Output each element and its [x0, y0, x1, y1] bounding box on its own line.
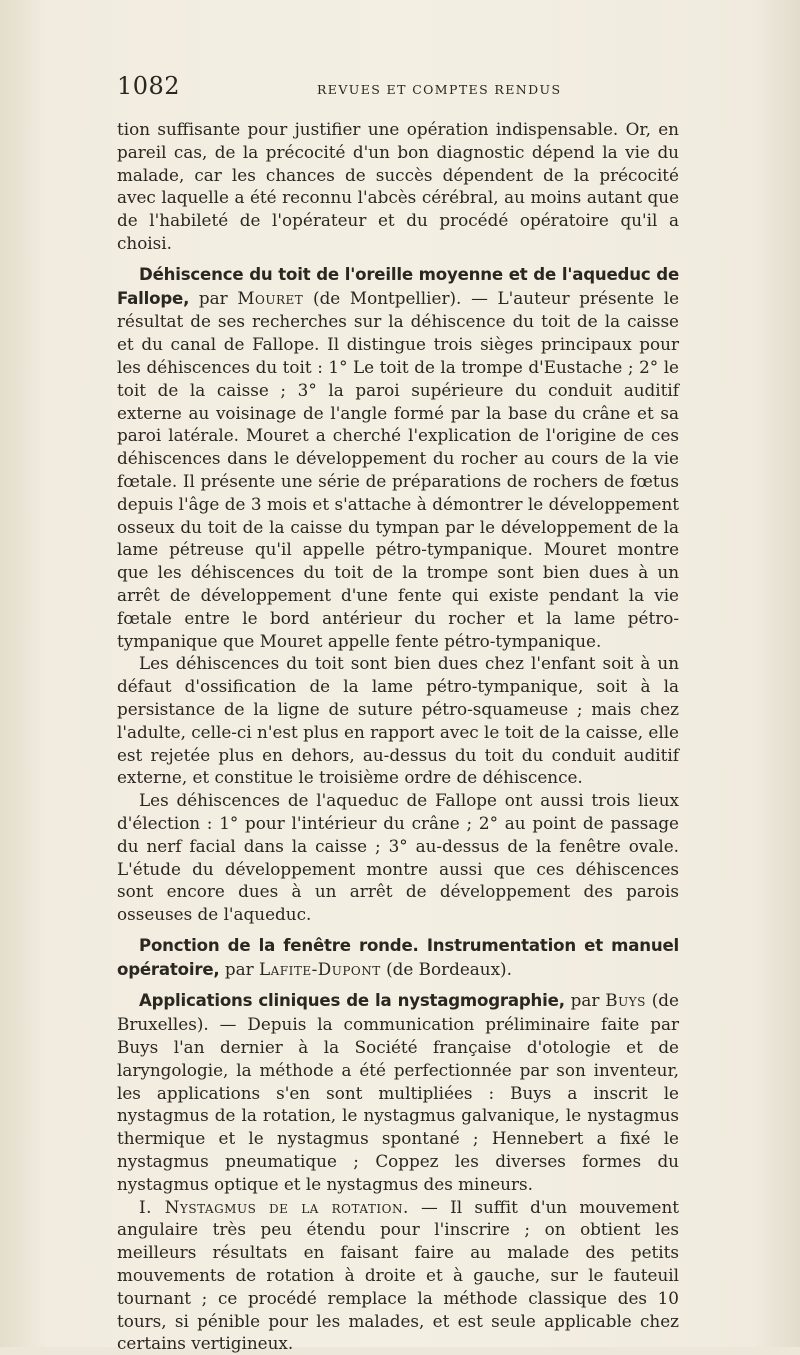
- section-body: — L'auteur présente le résultat de ses recherches sur la déhiscence du toit de la caisse et du canal de Fallope. Il distingue trois sièges principaux pour les déhiscences du toit : 1° Le toit de la trompe d'Eustache ; 2° le toit de la caisse ; 3° la paroi supérieure du conduit auditif externe au voisinage de l'angle formé par la base du crâne et sa paroi latérale. Mouret a cherché l'explication de l'origine de ces déhiscences dans le développement du rocher au cours de la vie fœtale. Il présente une série de préparations de rochers de fœtus depuis l'âge de 3 mois et s'attache à démontrer le développement osseux du toit de la caisse du tympan par le développement de la lame pétreuse qu'il appelle pétro-tympanique. Mouret montre que les déhiscences du toit de la trompe sont bien dues à un arrêt de développement d'une fente qui existe pendant la vie fœtale entre le bord antérieur du rocher et la lame pétro-tympanique que Mouret appelle fente pétro-tympanique.: [117, 287, 680, 651]
- subsection-label: I. Nystagmus de la rotation.: [139, 1196, 409, 1217]
- subsection-rotation: [117, 1196, 679, 1355]
- section-dehiscence: [117, 263, 679, 653]
- by-word: par: [570, 990, 600, 1011]
- paragraph: Les déhiscences de l'aqueduc de Fallope ont aussi trois lieux d'élection : 1° pour l'intérieur du crâne ; 2° au point de passage du nerf facial dans la caisse ; 3° au-dessus de la fenêtre ovale. L'étude du développement montre aussi que ces déhiscences sont encore dues à un arrêt de développement des parois osseuses de l'aqueduc.: [117, 790, 679, 925]
- paragraph-continuation: tion suffisante pour justifier une opération indispensable. Or, en pareil cas, de la précocité d'un bon diagnostic dépend la vie du malade, car les chances de succès dépendent de la précocité avec laquelle a été reconnu l'abcès cérébral, au moins autant que de l'habileté de l'opérateur et du procédé opératoire qu'il a choisi.: [117, 119, 679, 253]
- author-name: Lafite-Dupont: [258, 958, 381, 979]
- running-title: REVUES ET COMPTES RENDUS: [317, 82, 562, 97]
- section-title: Déhiscence du toit de l'oreille moyenne et de l'aqueduc de Fallope,: [117, 264, 679, 308]
- page-number: 1082: [117, 72, 181, 100]
- section-body: — Depuis la communication préliminaire faite par Buys l'an dernier à la Société française d'otologie et de laryngologie, la méthode a été perfectionnée par son inventeur, les applications s'en sont multipliées : Buys a inscrit le nystagmus de la rotation, le nystagmus galvanique, le nystagmus thermique et le nystagmus spontané ; Hennebert a fixé le nystagmus pneumatique ; Coppez les diverses formes du nystagmus optique et le nystagmus des mineurs.: [117, 1014, 679, 1194]
- body-text: [117, 118, 679, 1355]
- author-name: Buys: [605, 990, 646, 1011]
- author-affiliation: (de Bordeaux).: [386, 958, 512, 979]
- author-name: Mouret: [237, 287, 304, 308]
- page-header: [117, 72, 679, 106]
- section-title: Applications cliniques de la nystagmographie,: [139, 991, 565, 1011]
- author-affiliation: (de Montpellier).: [313, 287, 462, 308]
- paragraph: Les déhiscences du toit sont bien dues chez l'enfant soit à un défaut d'ossification de la lame pétro-tympanique, soit à la persistance de la ligne de suture pétro-squameuse ; mais chez l'adulte, celle-ci n'est plus en rapport avec le toit de la caisse, elle est rejetée plus en dehors, au-dessus du toit du conduit auditif externe, et constitue le troisième ordre de déhiscence.: [117, 653, 679, 788]
- author-affiliation: (de Bruxelles).: [117, 990, 679, 1035]
- section-title: Ponction de la fenêtre ronde. Instrumentation et manuel opératoire,: [117, 935, 679, 979]
- subsection-body: — Il suffit d'un mouvement angulaire très peu étendu pour l'inscrire ; on obtient les meilleurs résultats en faisant faire au malade des petits mouvements de rotation à droite et à gauche, sur le fauteuil tournant ; ce procédé remplace la méthode classique des 10 tours, si pénible pour les malades, et est seule applicable chez certains vertigineux.: [117, 1196, 679, 1354]
- section-nystagmographie: [117, 989, 679, 1195]
- section-ponction: [117, 934, 679, 982]
- by-word: par: [198, 287, 228, 308]
- by-word: par: [224, 958, 254, 979]
